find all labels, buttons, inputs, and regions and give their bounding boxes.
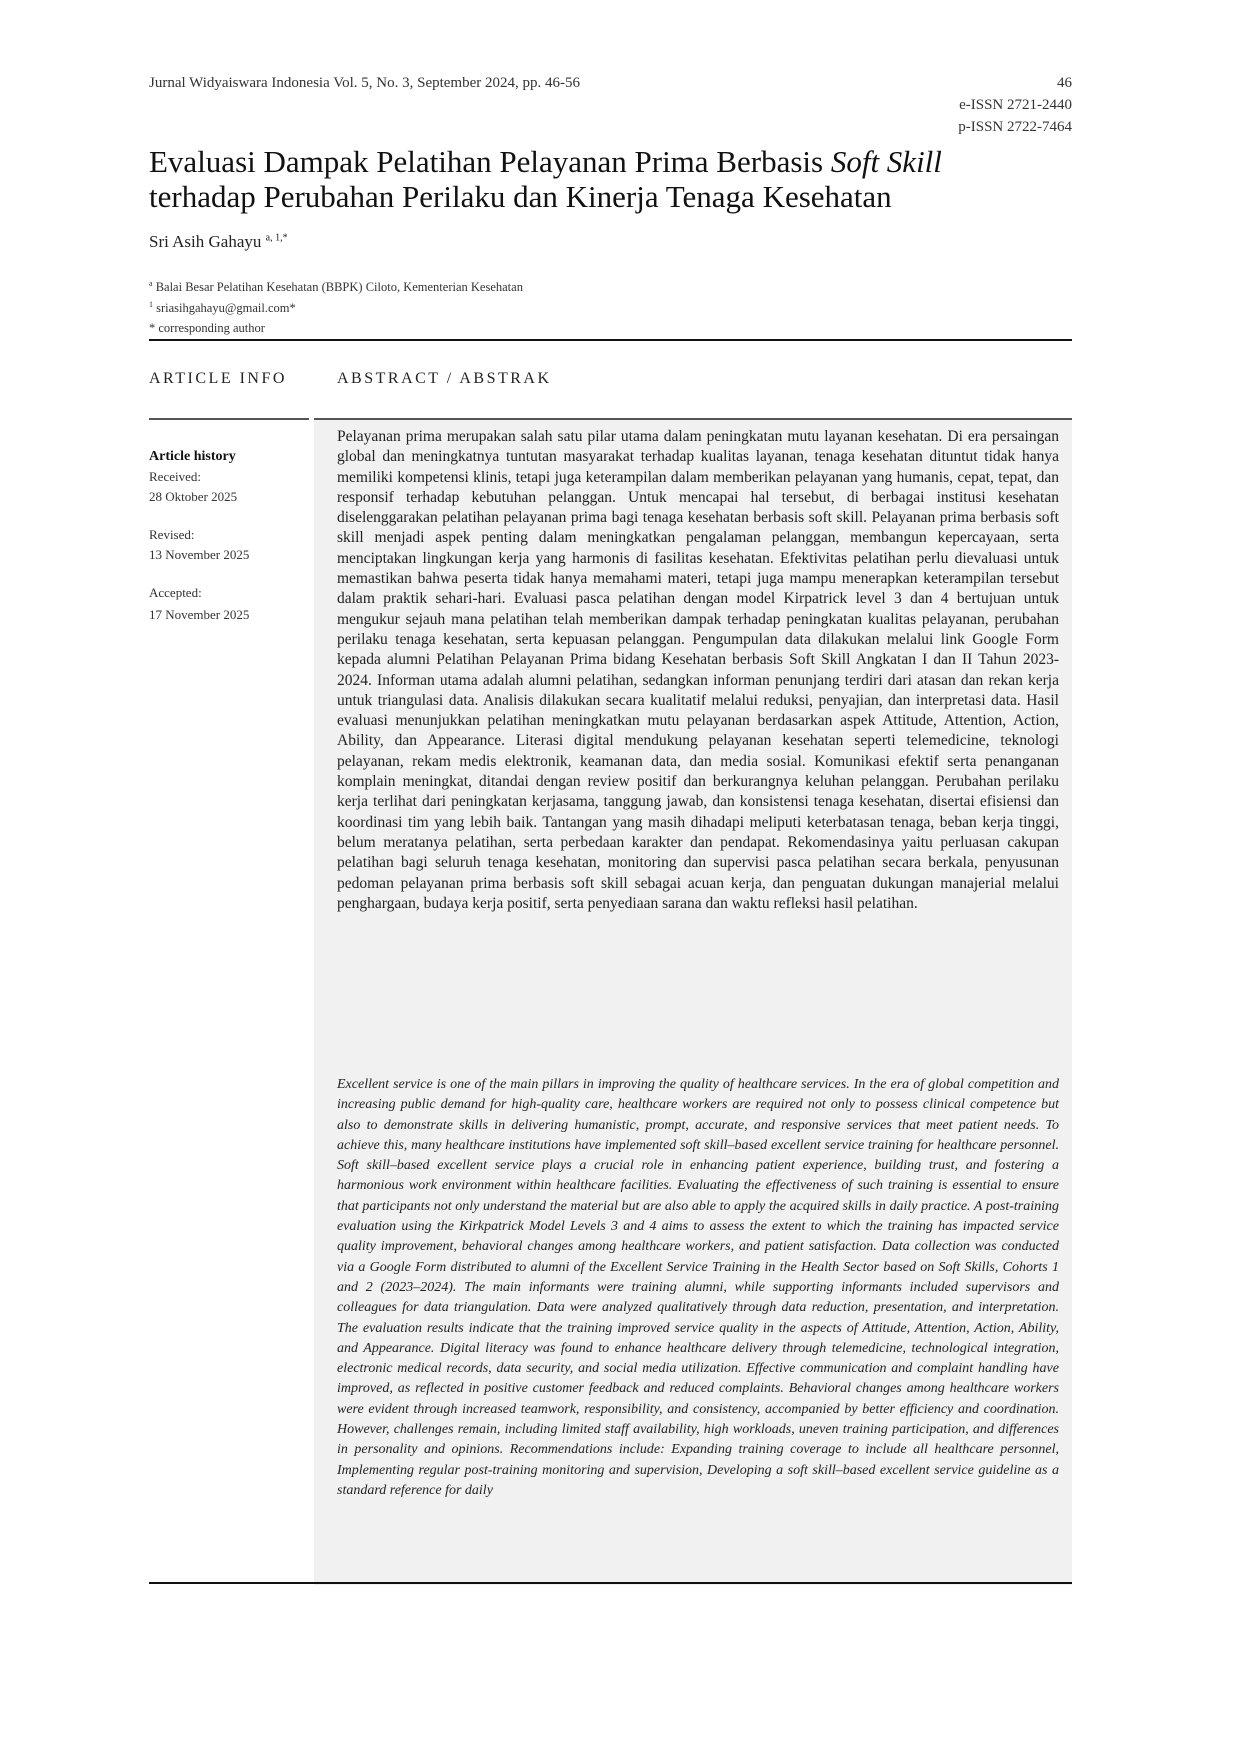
revised-date: 13 November 2025 [149, 547, 250, 562]
abstract-indonesian: Pelayanan prima merupakan salah satu pilar utama dalam peningkatan mutu layanan kesehatan. Di era persaingan global dan meningkatnya tuntutan masyarakat terhadap kualitas layanan, tenaga kesehatan dituntut tidak hanya memiliki kompetensi klinis, tetapi juga keterampilan dalam memberikan pelayanan yang humanis, cepat, tepat, dan responsif terhadap kebutuhan pelanggan. Untuk mencapai hal tersebut, di berbagai institusi kesehatan diselenggarakan pelatihan pelayanan prima bagi tenaga kesehatan berbasis soft skill. Pelayanan prima berbasis soft skill menjadi aspek penting dalam meningkatkan pengalaman pelanggan, membangun kepercayaan, serta menciptakan lingkungan kerja yang harmonis di fasilitas kesehatan. Efektivitas pelatihan perlu dievaluasi untuk memastikan bahwa peserta tidak hanya memahami materi, tetapi juga mampu menerapkan keterampilan tersebut dalam praktik sehari-hari. Evaluasi pasca pelatihan dengan model Kirpatrick level 3 dan 4 bertujuan untuk mengukur sejauh mana pelatihan telah memberikan dampak terhadap peningkatan kualitas pelayanan, perubahan perilaku tenaga kesehatan, serta kepuasan pelanggan. Pengumpulan data dilakukan melalui link Google Form kepada alumni Pelatihan Pelayanan Prima bidang Kesehatan berbasis Soft Skill Angkatan I dan II Tahun 2023-2024. Informan utama adalah alumni pelatihan, sedangkan informan penunjang terdiri dari atasan dan rekan kerja untuk triangulasi data. Analisis dilakukan secara kualitatif melalui reduksi, penyajian, dan interpretasi data. Hasil evaluasi menunjukkan pelatihan meningkatkan mutu pelayanan berdasarkan aspek Attitude, Attention, Action, Ability, dan Appearance. Literasi digital mendukung pelayanan kesehatan seperti telemedicine, teknologi pelayanan, rekam medis elektronik, keamanan data, dan media sosial. Komunikasi efektif serta penanganan komplain meningkat, ditandai dengan review positif dan berkurangnya keluhan pelanggan. Perubahan perilaku kerja terlihat dari peningkatan kerjasama, tanggung jawab, dan konsistensi tenaga kesehatan, disertai efisiensi dan koordinasi tim yang lebih baik. Tantangan yang masih dihadapi meliputi keterbatasan tenaga, beban kerja tinggi, belum meratanya pelatihan, serta perbedaan karakter dan pendapat. Rekomendasinya yaitu perluasan cakupan pelatihan bagi seluruh tenaga kesehatan, monitoring dan supervisi pasca pelatihan secara berkala, penyusunan pedoman pelayanan prima berbasis soft skill sebagai acuan kerja, dan penguatan dukungan manajerial melalui penghargaan, budaya kerja positif, serta penyediaan sarana dan waktu refleksi hasil pelatihan. [337, 428, 1059, 912]
article-history-heading: Article history [149, 449, 236, 464]
received-label: Received: [149, 469, 201, 484]
accepted-date: 17 November 2025 [149, 607, 250, 622]
abstract-label: ABSTRACT / ABSTRAK [337, 370, 552, 387]
author-name: Sri Asih Gahayu [149, 232, 266, 251]
abstract-english: Excellent service is one of the main pillars in improving the quality of healthcare services. In the era of global competition and increasing public demand for high-quality care, healthcare workers are required not only to possess clinical competence but also to demonstrate skills in delivering humanistic, prompt, accurate, and responsive services that meet patient needs. To achieve this, many healthcare institutions have implemented soft skill–based excellent service training for healthcare personnel. Soft skill–based excellent service plays a crucial role in enhancing patient experience, building trust, and fostering a harmonious work environment within healthcare facilities. Evaluating the effectiveness of such training is essential to ensure that participants not only understand the material but are also able to apply the acquired skills in daily practice. A post-training evaluation using the Kirkpatrick Model Levels 3 and 4 aims to assess the extent to which the training has impacted service quality improvement, behavioral changes among healthcare workers, and patient satisfaction. Data collection was conducted via a Google Form distributed to alumni of the Excellent Service Training in the Health Sector based on Soft Skills, Cohorts 1 and 2 (2023–2024). The main informants were training alumni, while supporting informants included supervisors and colleagues for data triangulation. Data were analyzed qualitatively through data reduction, presentation, and interpretation. The evaluation results indicate that the training improved service quality in the aspects of Attitude, Attention, Action, Ability, and Appearance. Digital literacy was found to enhance healthcare delivery through telemedicine, technological integration, electronic medical records, data security, and social media utilization. Effective communication and complaint handling have improved, as reflected in positive customer feedback and reduced complaints. Behavioral changes among healthcare workers were evident through increased teamwork, responsibility, and consistency, accompanied by better efficiency and coordination. However, challenges remain, including limited staff availability, high workloads, uneven training participation, and differences in personality and opinions. Recommendations include: Expanding training coverage to include all healthcare personnel, Implementing regular post-training monitoring and supervision, Developing a soft skill–based excellent service guideline as a standard reference for daily [337, 1077, 1059, 1498]
title-emphasis: Soft Skill [830, 144, 942, 179]
corresponding-author: * corresponding author [149, 321, 265, 335]
paper-title [149, 144, 1089, 214]
title-line2: terhadap Perubahan Perilaku dan Kinerja Tenaga Kesehatan [149, 179, 892, 214]
header-rule [149, 339, 1072, 341]
journal-citation: Jurnal Widyaiswara Indonesia Vol. 5, No. 3, September 2024, pp. 46-56 [149, 75, 581, 91]
title-line1: Evaluasi Dampak Pelatihan Pelayanan Prima Berbasis [149, 144, 831, 179]
eissn: e-ISSN 2721-2440 [959, 97, 1072, 113]
article-info-rule [149, 418, 309, 420]
affiliation [149, 279, 523, 295]
email [149, 300, 296, 316]
accepted-label: Accepted: [149, 585, 202, 600]
email-text: sriasihgahayu@gmail.com* [153, 301, 296, 316]
author [149, 232, 288, 252]
page-number: 46 [1057, 75, 1072, 91]
received-date: 28 Oktober 2025 [149, 489, 238, 504]
revised-label: Revised: [149, 527, 195, 542]
article-info-label: ARTICLE INFO [149, 370, 287, 387]
author-marks: a, 1,* [265, 232, 288, 244]
affiliation-text: Balai Besar Pelatihan Kesehatan (BBPK) Ciloto, Kementerian Kesehatan [155, 280, 523, 295]
footer-rule [149, 1582, 1072, 1584]
email-mark: 1 [149, 300, 153, 309]
affiliation-mark: a [149, 279, 153, 288]
pissn: p-ISSN 2722-7464 [958, 119, 1072, 135]
